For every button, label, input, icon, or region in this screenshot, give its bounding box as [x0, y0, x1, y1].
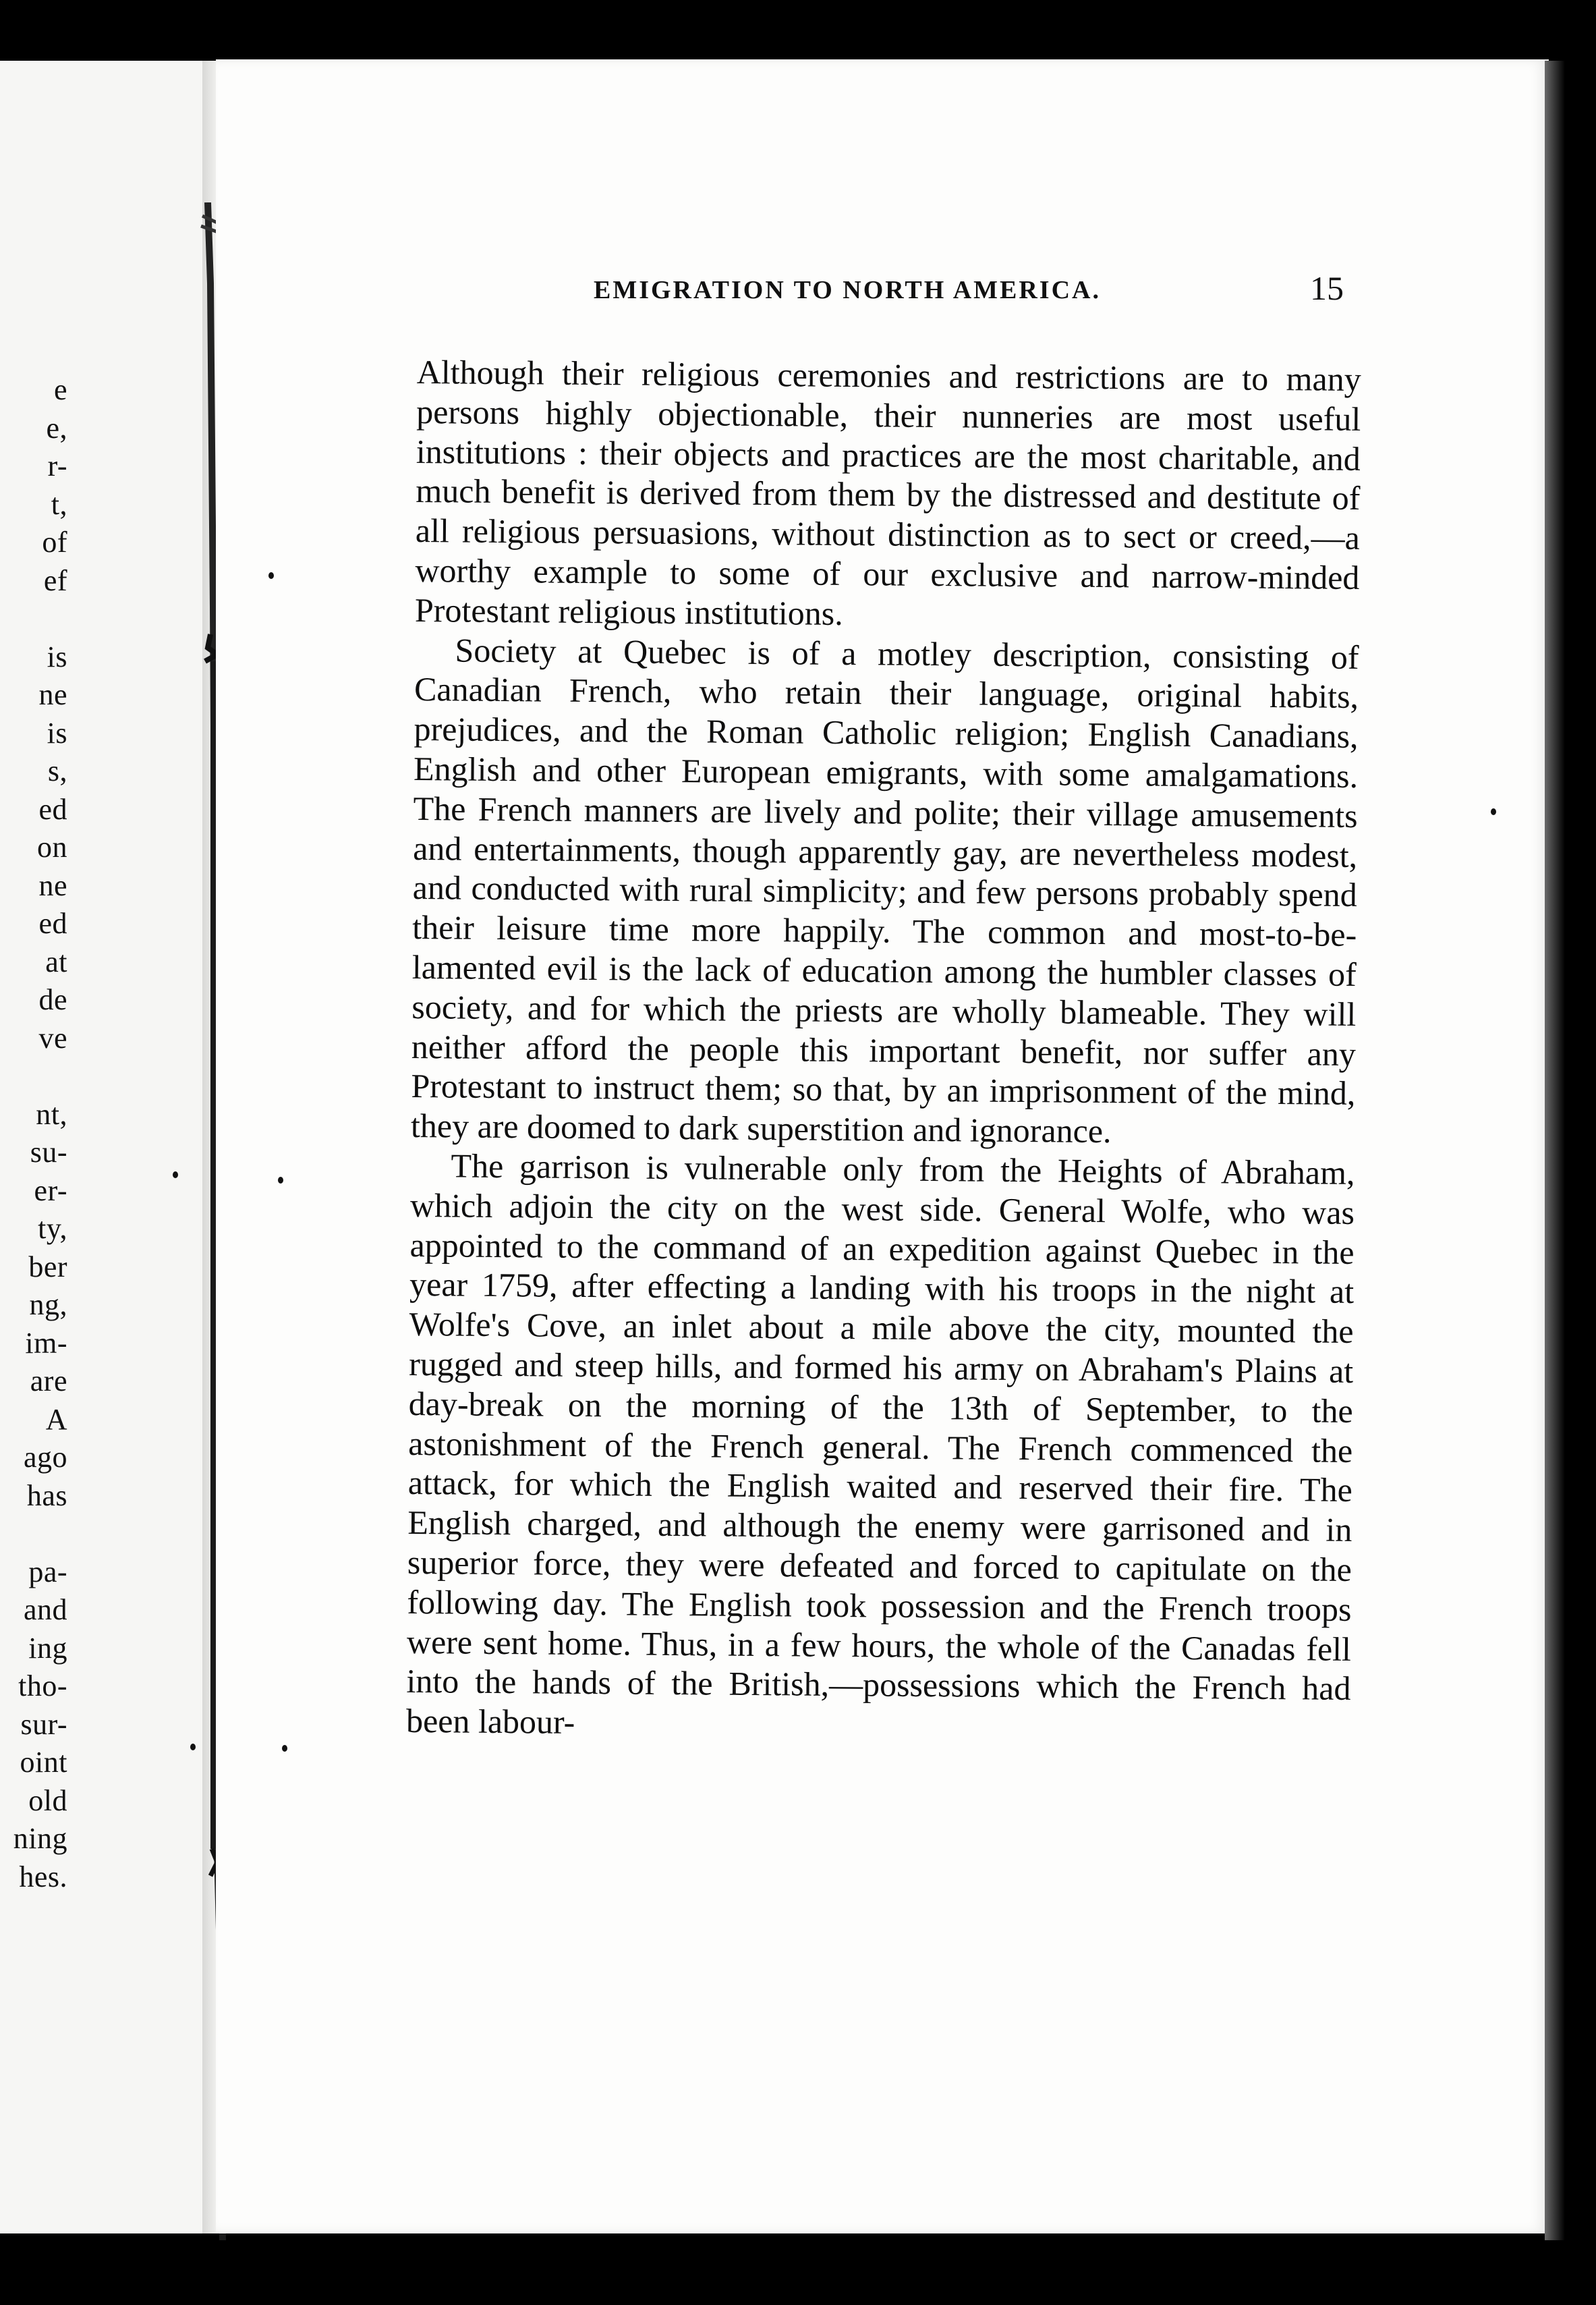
previous-page-fragment [0, 61, 215, 2233]
page-number: 15 [1310, 269, 1344, 307]
paragraph-2: Society at Quebec is of a motley description, consisting of Canadian French, who retain their language, original habits, prejudices, and the Roman Catholic religion; English Canadians, English and other European emigrants, with some amalgamations. The French manners are lively and polite; their village amusements and entertainments, though apparently gay, are nevertheless modest, and conducted with rural simplicity; and few persons probably spend their leisure time more happily. The common and most-to-be-lamented evil is the lack of education among the humbler classes of society, and for which the priests are wholly blameable. They will neither afford the people this important benefit, nor suffer any Protestant to instruct them; so that, by an imprisonment of the mind, they are doomed to dark superstition and ignorance. [410, 631, 1359, 1150]
ink-speck [173, 1171, 178, 1178]
paragraph-3: The garrison is vulnerable only from the Heights of Abraham, which adjoin the city on the west side. General Wolfe, who was appointed to the command of an expedition against Quebec in the year 1759, after effecting a landing with his troops in the night at Wolfe's Cove, an inlet about a mile above the city, mounted the rugged and steep hills, and formed his army on Abraham's Plains at day-break on the morning of the 13th of September, to the astonishment of the French general. The French commenced the attack, for which the English waited and reserved their fire. The English charged, and although the enemy were garrisoned and in superior force, they were defeated and forced to capitulate on the following day. The English took possession and the French troops were sent home. Thus, in a few hours, the whole of the Canadas fell into the hands of the British,—possessions which the French had been labour- [405, 1146, 1355, 1741]
body-text [406, 352, 1361, 1748]
page-edge-shadow [1545, 61, 1565, 2240]
ink-speck [190, 1744, 196, 1750]
ink-speck [268, 572, 274, 579]
paragraph-1: Although their religious ceremonies and restrictions are to many persons highly objectionable, their nunneries are most useful institutions : their objects and practices are the most charitable, and much benefit is derived from them by the distressed and destitute of all religious persuasions, without distinction as to sect or creed,—a worthy example to some of our exclusive and narrow-minded Protestant religious institutions. [414, 352, 1361, 632]
ink-speck [278, 1177, 283, 1184]
running-head: EMIGRATION TO NORTH AMERICA. [594, 276, 1101, 304]
ink-speck [1491, 808, 1496, 815]
previous-page-line-endings: e e, r- t, of ef is ne is s, ed on ne ed at de ve nt, su- er- ty, ber ng, im- are A ago has pa- and ing tho- sur- oint old ning hes. [13, 373, 67, 1893]
ink-speck [282, 1745, 287, 1752]
